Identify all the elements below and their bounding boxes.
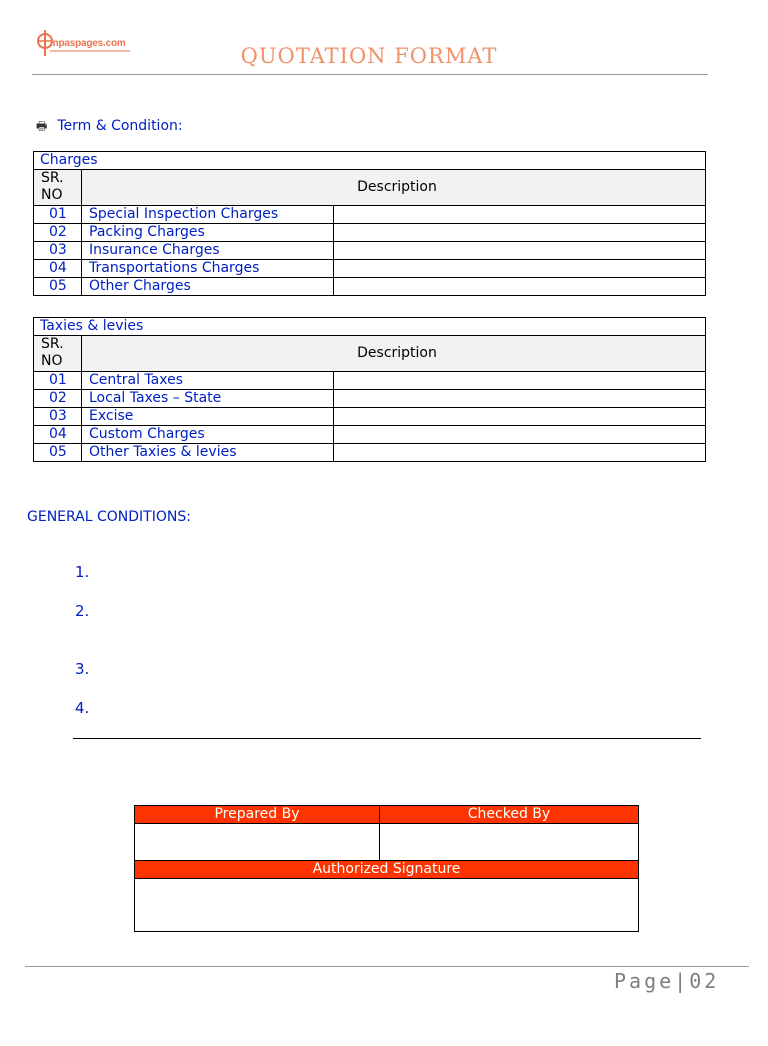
term-heading: [36, 117, 183, 138]
row-number: 02: [34, 390, 82, 408]
row-value[interactable]: [334, 372, 706, 390]
row-number: 03: [34, 408, 82, 426]
condition-item-3: 3.: [75, 660, 90, 678]
row-label: Other Charges: [82, 278, 334, 296]
row-value[interactable]: [334, 278, 706, 296]
taxes-col-sr: [34, 336, 82, 372]
charges-caption: Charges: [34, 152, 706, 170]
footer-divider: [25, 966, 749, 967]
prepared-by-field[interactable]: [135, 824, 380, 861]
row-label: Excise: [82, 408, 334, 426]
table-row: [34, 224, 706, 242]
table-row: [34, 444, 706, 462]
charges-table: [33, 151, 706, 296]
taxes-caption: Taxies & levies: [34, 318, 706, 336]
table-row: [34, 278, 706, 296]
row-label: Local Taxes – State: [82, 390, 334, 408]
table-row: [34, 206, 706, 224]
taxes-col-desc: Description: [82, 336, 706, 372]
row-value[interactable]: [334, 260, 706, 278]
row-label: Packing Charges: [82, 224, 334, 242]
row-number: 04: [34, 260, 82, 278]
row-value[interactable]: [334, 444, 706, 462]
row-value[interactable]: [334, 426, 706, 444]
printer-icon: 🖶: [36, 119, 48, 133]
table-row: [34, 408, 706, 426]
row-value[interactable]: [334, 390, 706, 408]
condition-item-4: 4.: [75, 699, 90, 717]
row-label: Custom Charges: [82, 426, 334, 444]
charges-col-sr-text: SR. NO: [41, 170, 64, 203]
row-label: Other Taxies & levies: [82, 444, 334, 462]
header-divider: [32, 74, 708, 75]
row-number: 04: [34, 426, 82, 444]
term-heading-text: Term & Condition:: [57, 118, 183, 134]
authorized-signature-field[interactable]: [135, 879, 639, 932]
table-row: [34, 390, 706, 408]
row-label: Special Inspection Charges: [82, 206, 334, 224]
checked-by-header: Checked By: [380, 806, 639, 824]
table-row: [34, 372, 706, 390]
document-title: QUOTATION FORMAT: [240, 44, 498, 68]
row-number: 01: [34, 206, 82, 224]
checked-by-field[interactable]: [380, 824, 639, 861]
general-conditions-heading: GENERAL CONDITIONS:: [27, 509, 191, 525]
row-label: Transportations Charges: [82, 260, 334, 278]
table-row: [34, 242, 706, 260]
condition-item-2: 2.: [75, 602, 90, 620]
prepared-by-header: Prepared By: [135, 806, 380, 824]
charges-col-desc: Description: [82, 170, 706, 206]
taxes-table: [33, 317, 706, 462]
row-number: 02: [34, 224, 82, 242]
taxes-col-sr-text: SR. NO: [41, 336, 64, 369]
row-label: Central Taxes: [82, 372, 334, 390]
row-value[interactable]: [334, 224, 706, 242]
row-number: 03: [34, 242, 82, 260]
table-row: [34, 260, 706, 278]
row-value[interactable]: [334, 242, 706, 260]
row-value[interactable]: [334, 408, 706, 426]
charges-col-sr: [34, 170, 82, 206]
authorized-signature-header: Authorized Signature: [135, 861, 639, 879]
table-row: [34, 426, 706, 444]
signature-table: [134, 805, 639, 932]
row-value[interactable]: [334, 206, 706, 224]
condition-item-1: 1.: [75, 563, 90, 581]
row-label: Insurance Charges: [82, 242, 334, 260]
logo-text: inpaspages.com: [50, 38, 126, 49]
page-number: Page|02: [614, 969, 720, 993]
conditions-divider: [73, 738, 701, 739]
row-number: 01: [34, 372, 82, 390]
row-number: 05: [34, 278, 82, 296]
row-number: 05: [34, 444, 82, 462]
